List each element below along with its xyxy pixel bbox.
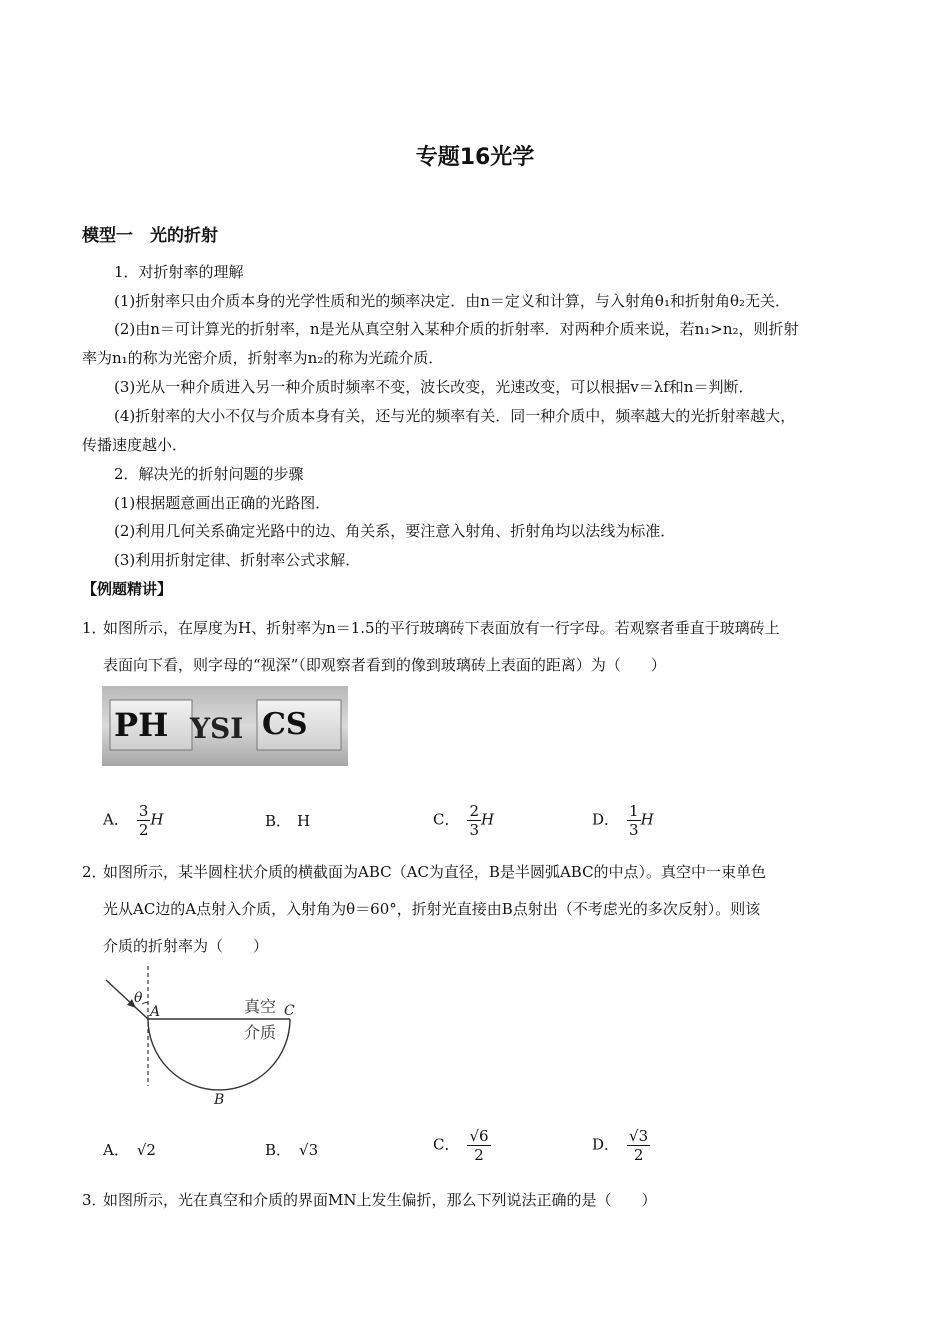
option-a[interactable]: A． $\frac{3}{2}$ H — [103, 802, 164, 839]
paragraph: (1)折射率只由介质本身的光学性质和光的频率决定．由n＝定义和计算，与入射角θ₁和折射角θ₂无关． — [114, 292, 791, 310]
question-text: 如图所示，在厚度为H、折射率为n＝1.5的平行玻璃砖下表面放有一行字母。若观察者垂直于玻璃砖上 — [103, 619, 780, 637]
option-d[interactable]: D． $\frac{1}{3}$ H — [592, 802, 654, 839]
point-a-label: A — [150, 1004, 161, 1020]
option-c[interactable]: C． $\frac{√6}{2}$ — [433, 1127, 489, 1164]
example-heading: 【例题精讲】 — [82, 580, 173, 598]
question-number: 2． — [82, 863, 107, 881]
option-d[interactable]: D． $\frac{√3}{2}$ — [592, 1127, 649, 1164]
paragraph: 1．对折射率的理解 — [114, 263, 244, 281]
option-a[interactable]: A． √2 — [103, 1141, 156, 1159]
paragraph: 传播速度越小． — [82, 436, 188, 454]
image-text-right: CS — [262, 707, 308, 742]
point-c-label: C — [284, 1003, 295, 1019]
paragraph: 2．解决光的折射问题的步骤 — [114, 465, 304, 483]
point-b-label: B — [214, 1092, 225, 1108]
question-number: 3． — [82, 1191, 107, 1209]
physics-glass-image — [102, 686, 348, 766]
question-text: 介质的折射率为（ ） — [103, 937, 269, 955]
paragraph: (3)光从一种介质进入另一种介质时频率不变，波长改变，光速改变，可以根据v＝λf和n＝判断． — [114, 378, 754, 396]
image-text-left: PH — [114, 706, 169, 744]
question-text: 表面向下看，则字母的“视深”（即观察者看到的像到玻璃砖上表面的距离）为（ ） — [103, 656, 666, 674]
paragraph: 率为n₁的称为光密介质，折射率为n₂的称为光疏介质． — [82, 349, 444, 367]
paragraph: (3)利用折射定律、折射率公式求解． — [114, 551, 361, 569]
image-text-mid: YSI — [190, 712, 244, 745]
vacuum-label: 真空 — [244, 997, 277, 1016]
question-text: 如图所示，某半圆柱状介质的横截面为ABC（AC为直径，B是半圆弧ABC的中点）。真空中一束单色 — [103, 863, 767, 881]
option-b[interactable]: B． √3 — [265, 1141, 319, 1159]
question-number: 1． — [82, 619, 107, 637]
paragraph: (1)根据题意画出正确的光路图． — [114, 494, 331, 512]
section-heading: 模型一 光的折射 — [82, 226, 218, 246]
option-b[interactable]: B． H — [265, 812, 311, 830]
option-c[interactable]: C． $\frac{2}{3}$ H — [433, 802, 495, 839]
question-text: 如图所示，光在真空和介质的界面MN上发生偏折，那么下列说法正确的是（ ） — [103, 1191, 657, 1209]
page-title: 专题16光学 — [415, 145, 535, 170]
question-text: 光从AC边的A点射入介质，入射角为θ＝60°，折射光直接由B点射出（不考虑光的多次反射）。则该 — [103, 900, 761, 918]
medium-label: 介质 — [244, 1023, 277, 1042]
paragraph: (2)利用几何关系确定光路中的边、角关系，要注意入射角、折射角均以法线为标准． — [114, 522, 676, 540]
theta-label: θ — [134, 990, 143, 1006]
semicircle-refraction-diagram — [96, 962, 306, 1112]
paragraph: (2)由n＝可计算光的折射率，n是光从真空射入某种介质的折射率．对两种介质来说，若n₁>n₂，则折射 — [114, 320, 799, 338]
paragraph: (4)折射率的大小不仅与介质本身有关，还与光的频率有关．同一种介质中，频率越大的光折射率越大， — [114, 407, 796, 425]
